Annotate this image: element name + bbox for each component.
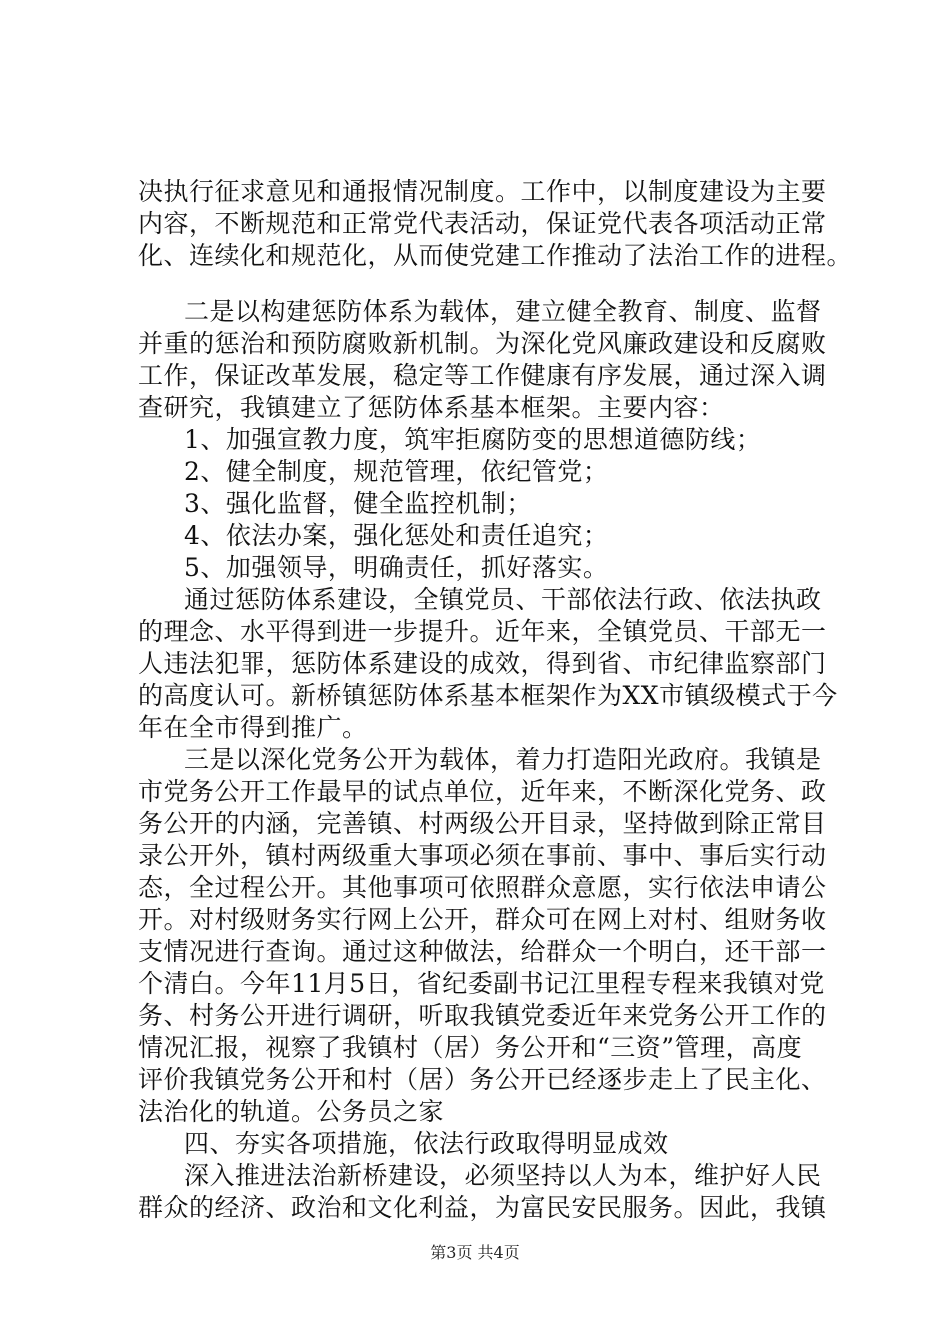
text-line: 二是以构建惩防体系为载体，建立健全教育、制度、监督 [184,297,822,326]
text-line: 个清白。今年11月5日，省纪委副书记江里程专程来我镇对党 [138,969,825,998]
text-line: 的理念、水平得到进一步提升。近年来，全镇党员、干部无一 [138,617,827,646]
text-line: 态，全过程公开。其他事项可依照群众意愿，实行依法申请公 [138,873,827,902]
page-number: 第3页 共4页 [430,1243,520,1262]
text-line: 深入推进法治新桥建设，必须坚持以人为本，维护好人民 [184,1161,822,1190]
text-line: 通过惩防体系建设，全镇党员、干部依法行政、依法执政 [184,585,822,614]
list-item: 4、依法办案，强化惩处和责任追究； [184,521,609,550]
text-line: 化、连续化和规范化，从而使党建工作推动了法治工作的进程。 [138,241,853,270]
list-item: 1、加强宣教力度，筑牢拒腐防变的思想道德防线； [184,425,762,454]
list-item: 5、加强领导，明确责任，抓好落实。 [184,553,609,582]
text-line: 录公开外，镇村两级重大事项必须在事前、事中、事后实行动 [138,841,827,870]
text-line: 决执行征求意见和通报情况制度。工作中，以制度建设为主要 [138,177,827,206]
text-line: 群众的经济、政治和文化利益，为富民安民服务。因此，我镇 [138,1193,827,1222]
list-item: 2、健全制度，规范管理，依纪管党； [184,457,609,486]
text-line: 人违法犯罪，惩防体系建设的成效，得到省、市纪律监察部门 [138,649,827,678]
text-line: 工作，保证改革发展，稳定等工作健康有序发展，通过深入调 [138,361,827,390]
text-line: 市党务公开工作最早的试点单位，近年来，不断深化党务、政 [138,777,827,806]
text-line: 的高度认可。新桥镇惩防体系基本框架作为XX市镇级模式于今 [138,681,838,710]
text-line: 务、村务公开进行调研，听取我镇党委近年来党务公开工作的 [138,1001,827,1030]
section-heading: 四、夯实各项措施，依法行政取得明显成效 [184,1129,669,1158]
list-item: 3、强化监督，健全监控机制； [184,489,532,518]
text-line: 评价我镇党务公开和村（居）务公开已经逐步走上了民主化、 [138,1065,827,1094]
text-line: 情况汇报，视察了我镇村（居）务公开和“三资”管理，高度 [138,1033,803,1062]
text-line: 年在全市得到推广。 [138,713,368,742]
text-line: 法治化的轨道。公务员之家 [138,1097,445,1126]
text-line: 内容，不断规范和正常党代表活动，保证党代表各项活动正常 [138,209,827,238]
text-line: 查研究，我镇建立了惩防体系基本框架。主要内容： [138,393,725,422]
text-line: 开。对村级财务实行网上公开，群众可在网上对村、组财务收 [138,905,827,934]
text-line: 务公开的内涵，完善镇、村两级公开目录，坚持做到除正常目 [138,809,827,838]
text-line: 并重的惩治和预防腐败新机制。为深化党风廉政建设和反腐败 [138,329,827,358]
text-line: 支情况进行查询。通过这种做法，给群众一个明白，还干部一 [138,937,827,966]
text-line: 三是以深化党务公开为载体，着力打造阳光政府。我镇是 [184,745,822,774]
